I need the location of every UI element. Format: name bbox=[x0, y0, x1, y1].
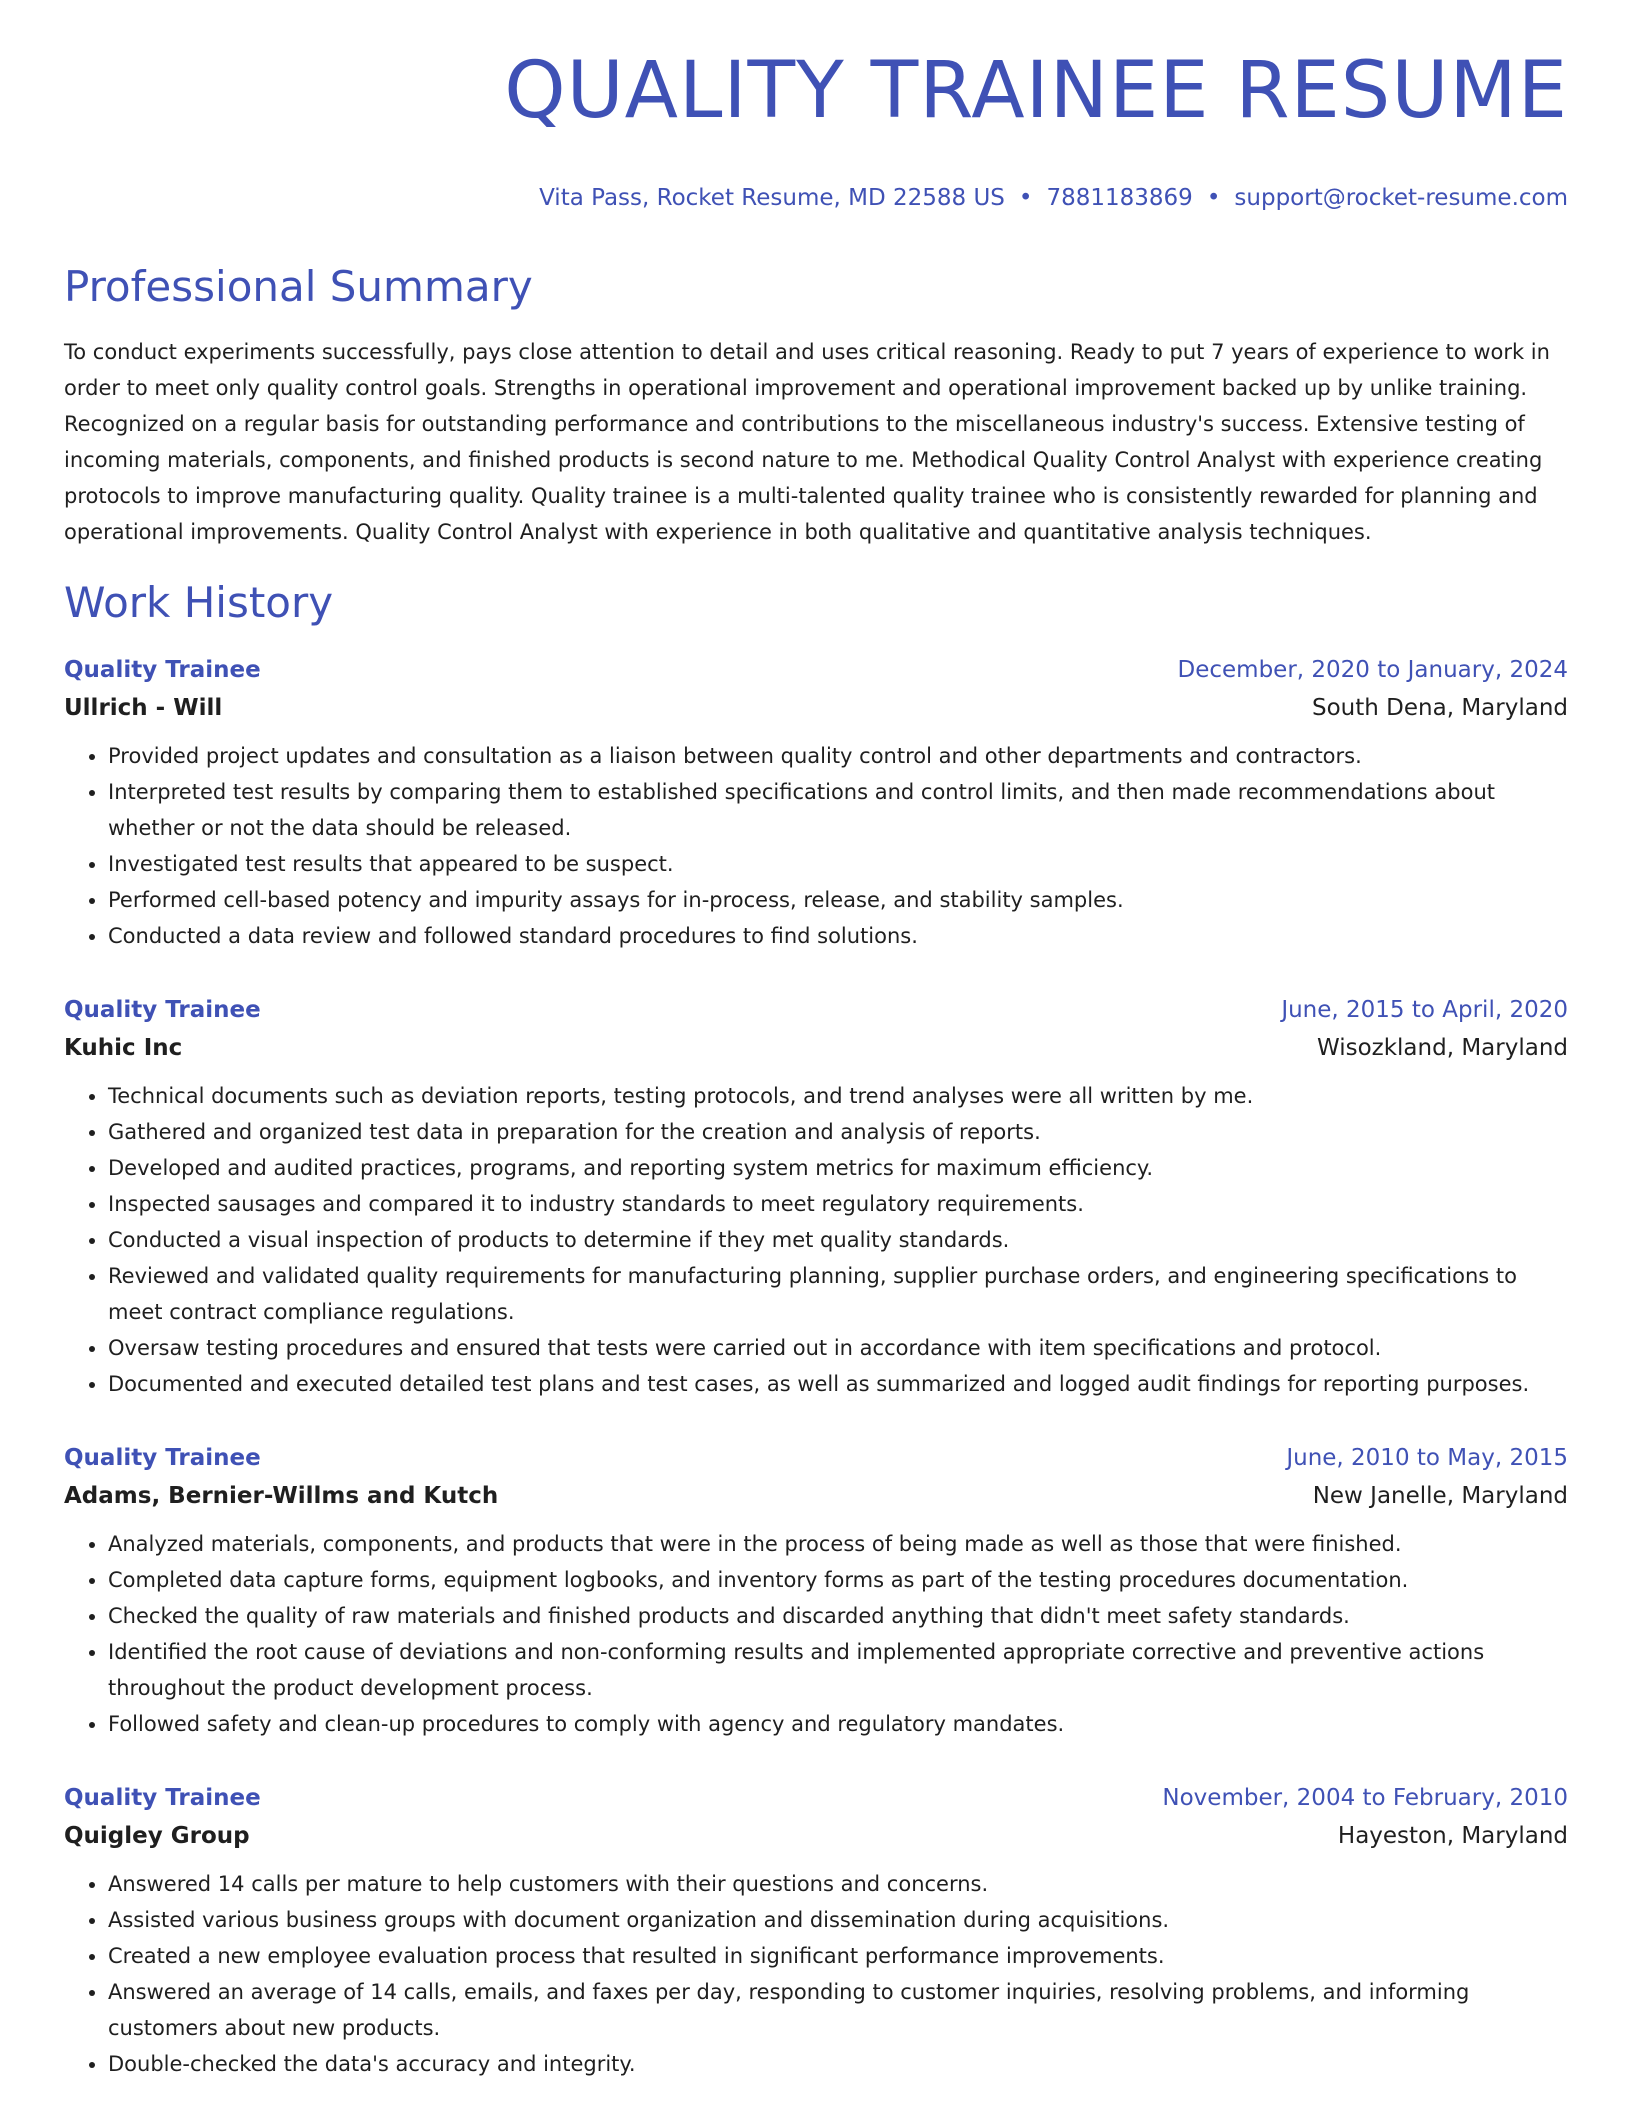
contact-address: Vita Pass, Rocket Resume, MD 22588 US bbox=[539, 185, 1005, 211]
job-title: Quality Trainee bbox=[64, 997, 261, 1023]
contact-separator: • bbox=[1018, 185, 1033, 211]
job-bullet: • Inspected sausages and compared it to industry standards to meet regulatory requirements. bbox=[108, 1186, 1568, 1222]
job-bullet: • Analyzed materials, components, and products that were in the process of being made as well as those that were finished. bbox=[108, 1526, 1568, 1562]
job-entry bbox=[64, 1440, 1568, 1742]
job-company-row bbox=[64, 1028, 1568, 1068]
job-dates: June, 2010 to May, 2015 bbox=[1286, 1445, 1568, 1471]
job-bullet: • Gathered and organized test data in preparation for the creation and analysis of reports. bbox=[108, 1114, 1568, 1150]
job-location: South Dena, Maryland bbox=[1312, 695, 1568, 721]
job-dates: June, 2015 to April, 2020 bbox=[1281, 997, 1568, 1023]
job-bullets bbox=[64, 1526, 1568, 1742]
job-title: Quality Trainee bbox=[64, 657, 261, 683]
job-bullet: • Performed cell-based potency and impurity assays for in-process, release, and stability samples. bbox=[108, 882, 1568, 918]
summary-text: To conduct experiments successfully, pays close attention to detail and uses critical reasoning. Ready to put 7 years of experience to work in order to meet only quality control goals. Strengths in operational improvement and operational improvement backed up by unlike training. Recognized on a regular basis for outstanding performance and contributions to the miscellaneous industry's success. Extensive testing of incoming materials, components, and finished products is second nature to me. Methodical Quality Control Analyst with experience creating protocols to improve manufacturing quality. Quality trainee is a multi-talented quality trainee who is consistently rewarded for planning and operational improvements. Quality Control Analyst with experience in both qualitative and quantitative analysis techniques. bbox=[64, 340, 1550, 544]
job-title-row bbox=[64, 652, 1568, 688]
job-bullet: • Developed and audited practices, programs, and reporting system metrics for maximum efficiency. bbox=[108, 1150, 1568, 1186]
contact-email: support@rocket-resume.com bbox=[1234, 185, 1568, 211]
contact-phone: 7881183869 bbox=[1046, 185, 1193, 211]
job-company: Kuhic Inc bbox=[64, 1035, 183, 1061]
job-bullet: • Completed data capture forms, equipment logbooks, and inventory forms as part of the testing procedures documentation. bbox=[108, 1562, 1568, 1598]
job-title-row bbox=[64, 1440, 1568, 1476]
job-bullet: • Answered 14 calls per mature to help customers with their questions and concerns. bbox=[108, 1866, 1568, 1902]
job-company: Quigley Group bbox=[64, 1823, 250, 1849]
job-title: Quality Trainee bbox=[64, 1785, 261, 1811]
job-bullet: • Followed safety and clean-up procedures to comply with agency and regulatory mandates. bbox=[108, 1706, 1568, 1742]
job-company: Adams, Bernier-Willms and Kutch bbox=[64, 1483, 499, 1509]
job-bullet: • Identified the root cause of deviations and non-conforming results and implemented appropriate corrective and preventive actions throughout the product development process. bbox=[108, 1634, 1568, 1706]
job-bullet: • Oversaw testing procedures and ensured that tests were carried out in accordance with item specifications and protocol. bbox=[108, 1330, 1568, 1366]
job-location: New Janelle, Maryland bbox=[1312, 1483, 1568, 1509]
summary-heading: Professional Summary bbox=[64, 262, 533, 311]
job-entry bbox=[64, 652, 1568, 954]
job-bullet: • Created a new employee evaluation process that resulted in significant performance improvements. bbox=[108, 1938, 1568, 1974]
contact-info bbox=[539, 182, 1568, 214]
job-company-row bbox=[64, 1476, 1568, 1516]
job-company-row bbox=[64, 688, 1568, 728]
job-bullets bbox=[64, 738, 1568, 954]
job-entry bbox=[64, 992, 1568, 1402]
job-dates: December, 2020 to January, 2024 bbox=[1177, 657, 1568, 683]
job-bullet: • Assisted various business groups with document organization and dissemination during acquisitions. bbox=[108, 1902, 1568, 1938]
job-bullet: • Checked the quality of raw materials and finished products and discarded anything that didn't meet safety standards. bbox=[108, 1598, 1568, 1634]
job-title-row bbox=[64, 1780, 1568, 1816]
job-bullet: • Conducted a data review and followed standard procedures to find solutions. bbox=[108, 918, 1568, 954]
job-bullet: • Interpreted test results by comparing them to established specifications and control limits, and then made recommendations about whether or not the data should be released. bbox=[108, 774, 1568, 846]
job-bullets bbox=[64, 1866, 1568, 2082]
job-entry bbox=[64, 1780, 1568, 2082]
contact-separator: • bbox=[1206, 185, 1221, 211]
job-bullet: • Answered an average of 14 calls, emails, and faxes per day, responding to customer inquiries, resolving problems, and informing customers about new products. bbox=[108, 1974, 1568, 2046]
job-bullet: • Provided project updates and consultation as a liaison between quality control and other departments and contractors. bbox=[108, 738, 1568, 774]
job-company: Ullrich - Will bbox=[64, 695, 223, 721]
job-bullet: • Investigated test results that appeared to be suspect. bbox=[108, 846, 1568, 882]
job-bullet: • Conducted a visual inspection of products to determine if they met quality standards. bbox=[108, 1222, 1568, 1258]
job-bullet: • Reviewed and validated quality requirements for manufacturing planning, supplier purchase orders, and engineering specifications to meet contract compliance regulations. bbox=[108, 1258, 1568, 1330]
job-location: Wisozkland, Maryland bbox=[1316, 1035, 1568, 1061]
job-title: Quality Trainee bbox=[64, 1445, 261, 1471]
job-bullet: • Documented and executed detailed test plans and test cases, as well as summarized and logged audit findings for reporting purposes. bbox=[108, 1366, 1568, 1402]
job-bullet: • Technical documents such as deviation reports, testing protocols, and trend analyses were all written by me. bbox=[108, 1078, 1568, 1114]
work-history-heading: Work History bbox=[64, 578, 334, 627]
job-bullet: • Double-checked the data's accuracy and integrity. bbox=[108, 2046, 1568, 2082]
job-title-row bbox=[64, 992, 1568, 1028]
job-company-row bbox=[64, 1816, 1568, 1856]
job-bullets bbox=[64, 1078, 1568, 1402]
job-dates: November, 2004 to February, 2010 bbox=[1162, 1785, 1568, 1811]
resume-title: QUALITY TRAINEE RESUME bbox=[504, 46, 1568, 136]
job-location: Hayeston, Maryland bbox=[1337, 1823, 1568, 1849]
work-history-list bbox=[64, 652, 1568, 2120]
